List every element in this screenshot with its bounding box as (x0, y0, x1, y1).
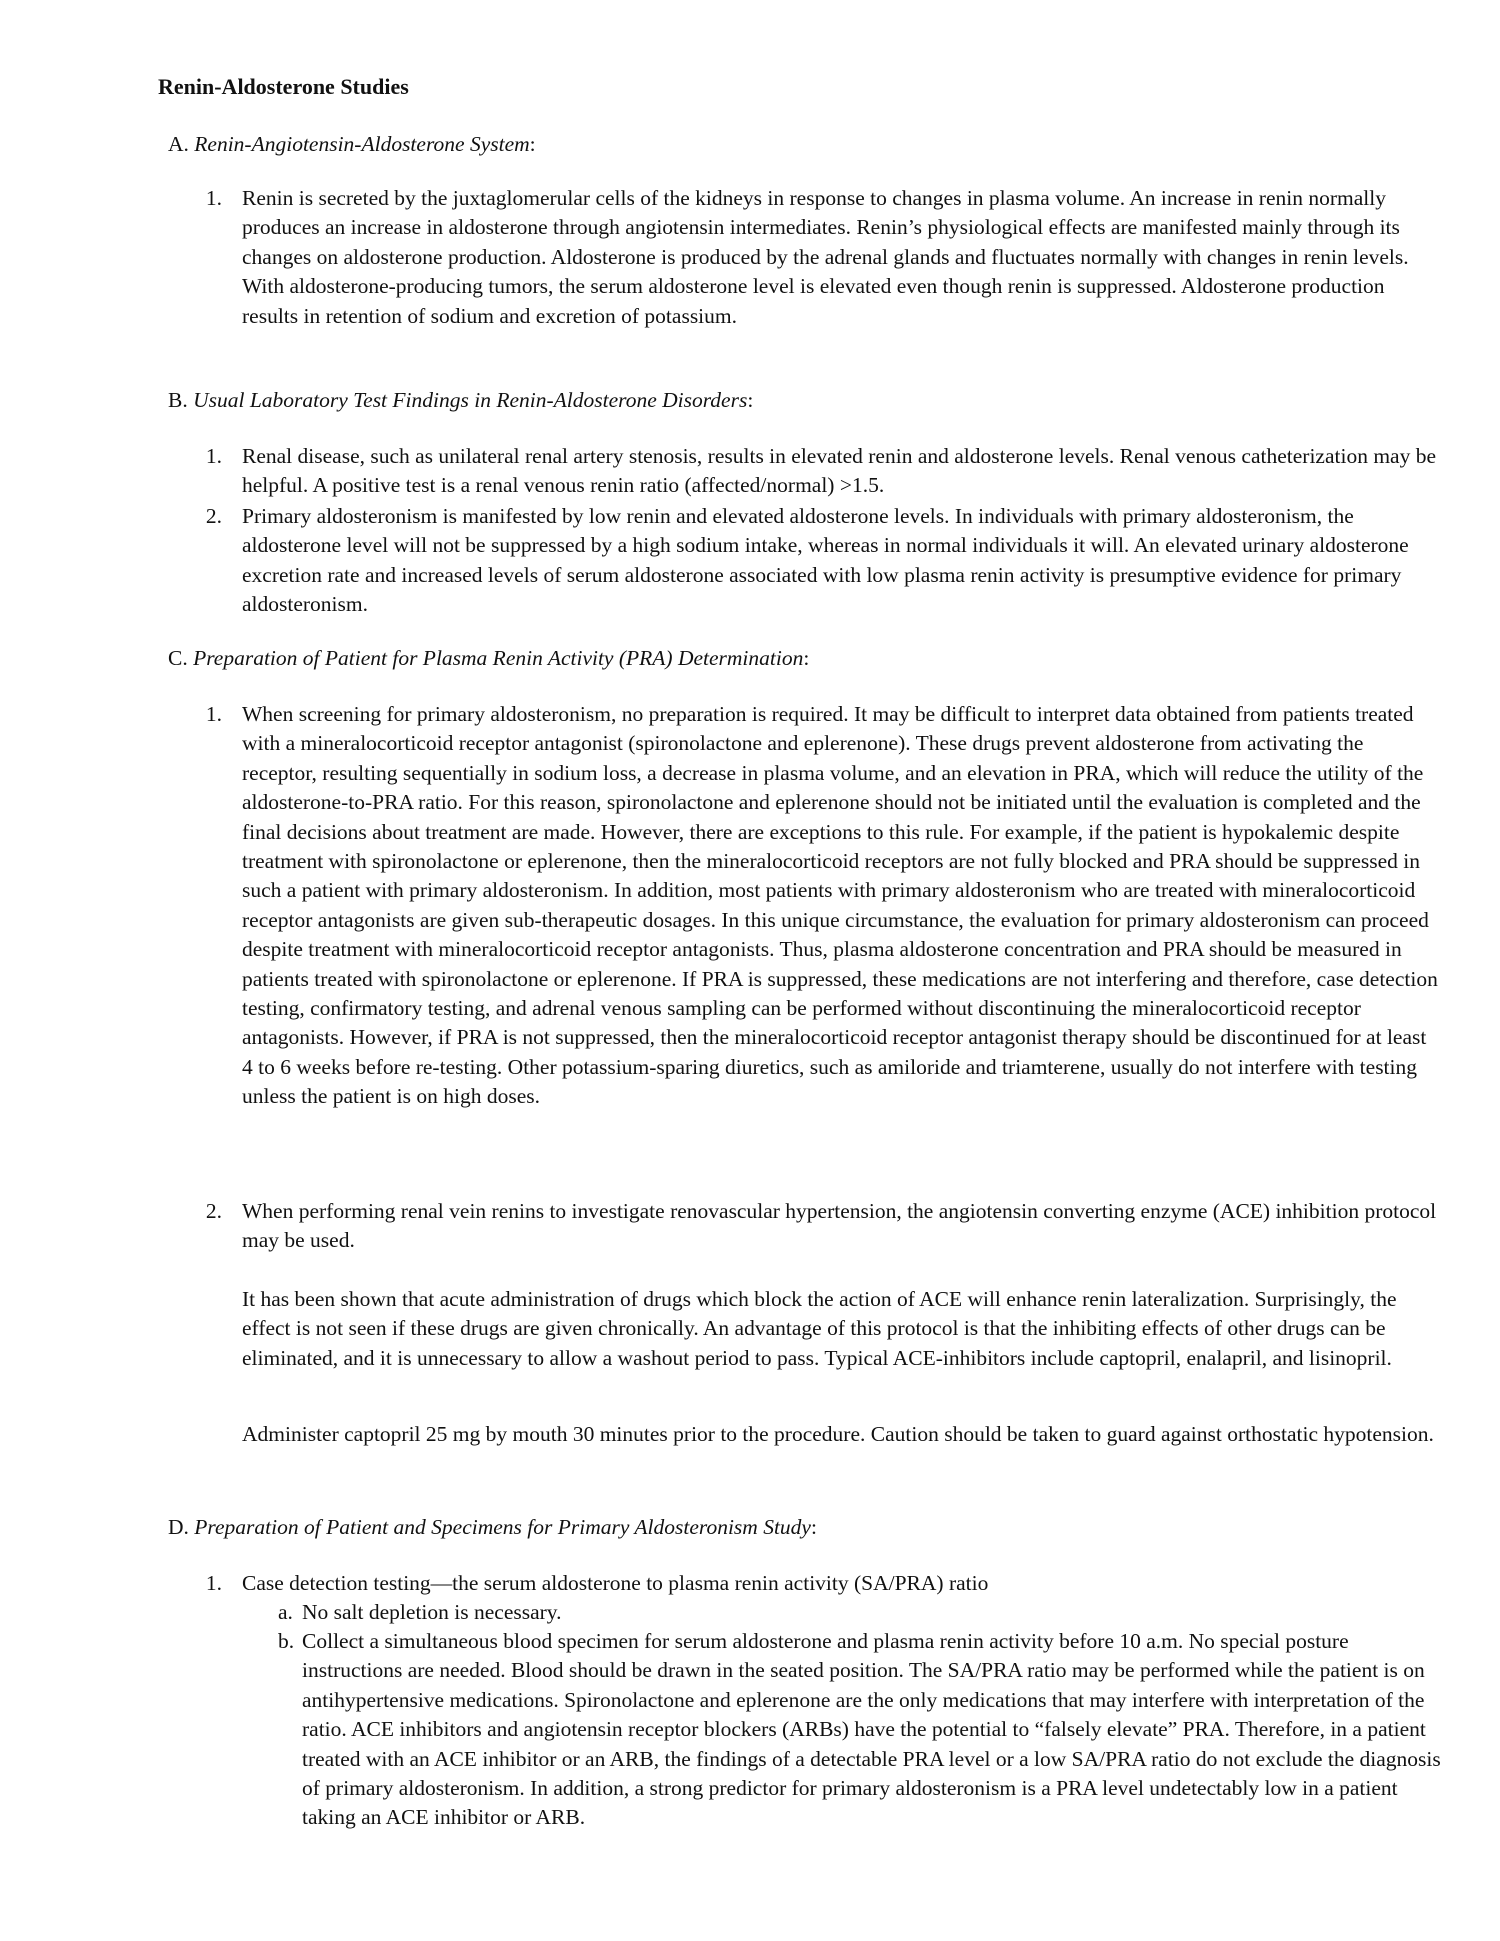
item-text: When screening for primary aldosteronism, no preparation is required. It may be difficult to interpret data obtained from patients treated with a mineralocorticoid receptor antagonist (spironolactone and eplerenone). These drugs prevent aldosterone from activating the receptor, resulting sequentially in sodium loss, a decrease in plasma volume, and an elevation in PRA, which will reduce the utility of the aldosterone-to-PRA ratio. For this reason, spironolactone and eplerenone should not be initiated until the evaluation is completed and the final decisions about treatment are made. However, there are exceptions to this rule. For example, if the patient is hypokalemic despite treatment with spironolactone or eplerenone, then the mineralocorticoid receptors are not fully blocked and PRA should be suppressed in such a patient with primary aldosteronism. In addition, most patients with primary aldosteronism who are treated with mineralocorticoid receptor antagonists are given sub-therapeutic dosages. In this unique circumstance, the evaluation for primary aldosteronism can proceed despite treatment with mineralocorticoid receptor antagonists. Thus, plasma aldosterone concentration and PRA should be measured in patients treated with spironolactone or eplerenone. If PRA is suppressed, these medications are not interfering and therefore, case detection testing, confirmatory testing, and adrenal venous sampling can be performed without discontinuing the mineralocorticoid receptor antagonists. However, if PRA is not suppressed, then the mineralocorticoid receptor antagonist therapy should be discontinued for at least 4 to 6 weeks before re-testing. Other potassium-sparing diuretics, such as amiloride and triamterene, usually do not interfere with testing unless the patient is on high doses. (242, 702, 1438, 1109)
list-item (200, 502, 1440, 620)
item-text: When performing renal vein renins to investigate renovascular hypertension, the angiotensin converting enzyme (ACE) inhibition protocol may be used. (242, 1199, 1437, 1253)
section-a-heading: A. Renin-Angiotensin-Aldosterone System: (168, 132, 536, 156)
item-text: Renin is secreted by the juxtaglomerular cells of the kidneys in response to changes in plasma volume. An increase in renin normally produces an increase in aldosterone through angiotensin intermediates. Renin’s physiological effects are manifested mainly through its changes on aldosterone production. Aldosterone is produced by the adrenal glands and fluctuates normally with changes in renin levels. With aldosterone-producing tumors, the serum aldosterone level is elevated even though renin is suppressed. Aldosterone production results in retention of sodium and excretion of potassium. (242, 186, 1409, 328)
item-text: Case detection testing—the serum aldosterone to plasma renin activity (SA/PRA) ratio (242, 1571, 989, 1595)
section-letter: C. (168, 646, 188, 670)
item-number: 1. (205, 1571, 222, 1595)
item-number: 1. (205, 444, 222, 468)
subitem-text: Collect a simultaneous blood specimen for serum aldosterone and plasma renin activity before 10 a.m. No special posture instructions are needed. Blood should be drawn in the seated position. The SA/PRA ratio may be performed while the patient is on antihypertensive medications. Spironolactone and eplerenone are the only medications that may interfere with interpretation of the ratio. ACE inhibitors and angiotensin receptor blockers (ARBs) have the potential to “falsely elevate” PRA. Therefore, in a patient treated with an ACE inhibitor or an ARB, the findings of a detectable PRA level or a low SA/PRA ratio do not exclude the diagnosis of primary aldosteronism. In addition, a strong predictor for primary aldosteronism is a PRA level undetectably low in a patient taking an ACE inhibitor or ARB. (302, 1629, 1441, 1830)
subitem-letter: a. (278, 1600, 293, 1624)
section-letter: B. (168, 388, 188, 412)
sub-list-item (278, 1598, 1448, 1627)
item-text: Primary aldosteronism is manifested by low renin and elevated aldosterone levels. In individuals with primary aldosteronism, the aldosterone level will not be suppressed by a high sodium intake, whereas in normal individuals it will. An elevated urinary aldosterone excretion rate and increased levels of serum aldosterone associated with low plasma renin activity is presumptive evidence for primary aldosteronism. (242, 504, 1409, 617)
list-item (200, 442, 1440, 501)
section-letter: A. (168, 132, 189, 156)
item-number: 2. (205, 1199, 222, 1223)
section-b-heading: B. Usual Laboratory Test Findings in Renin-Aldosterone Disorders: (168, 388, 754, 412)
section-title: Preparation of Patient and Specimens for Primary Aldosteronism Study (194, 1515, 811, 1539)
section-title: Preparation of Patient for Plasma Renin Activity (PRA) Determination (193, 646, 804, 670)
sub-list-item (278, 1627, 1448, 1833)
item-number: 1. (205, 186, 222, 210)
item-number: 2. (205, 504, 222, 528)
subitem-text: No salt depletion is necessary. (302, 1600, 562, 1624)
section-title: Renin-Angiotensin-Aldosterone System (194, 132, 530, 156)
list-item (200, 184, 1440, 331)
section-c-heading: C. Preparation of Patient for Plasma Renin Activity (PRA) Determination: (168, 646, 810, 670)
item-number: 1. (205, 702, 222, 726)
list-item (200, 1569, 1440, 1598)
section-d-heading: D. Preparation of Patient and Specimens for Primary Aldosteronism Study: (168, 1515, 817, 1539)
section-title: Usual Laboratory Test Findings in Renin-Aldosterone Disorders (193, 388, 748, 412)
item-text: Renal disease, such as unilateral renal artery stenosis, results in elevated renin and aldosterone levels. Renal venous catheterization may be helpful. A positive test is a renal venous renin ratio (affected/normal) >1.5. (242, 444, 1437, 498)
subitem-letter: b. (278, 1629, 295, 1653)
paragraph: It has been shown that acute administration of drugs which block the action of ACE will enhance renin lateralization. Surprisingly, the effect is not seen if these drugs are given chronically. An advantage of this protocol is that the inhibiting effects of other drugs can be eliminated, and it is unnecessary to allow a washout period to pass. Typical ACE-inhibitors include captopril, enalapril, and lisinopril. (242, 1287, 1397, 1370)
paragraph: Administer captopril 25 mg by mouth 30 minutes prior to the procedure. Caution should be taken to guard against orthostatic hypotension. (242, 1422, 1434, 1446)
section-letter: D. (168, 1515, 189, 1539)
list-item (200, 1197, 1440, 1256)
document-title: Renin-Aldosterone Studies (158, 74, 409, 99)
list-item (200, 700, 1440, 1112)
